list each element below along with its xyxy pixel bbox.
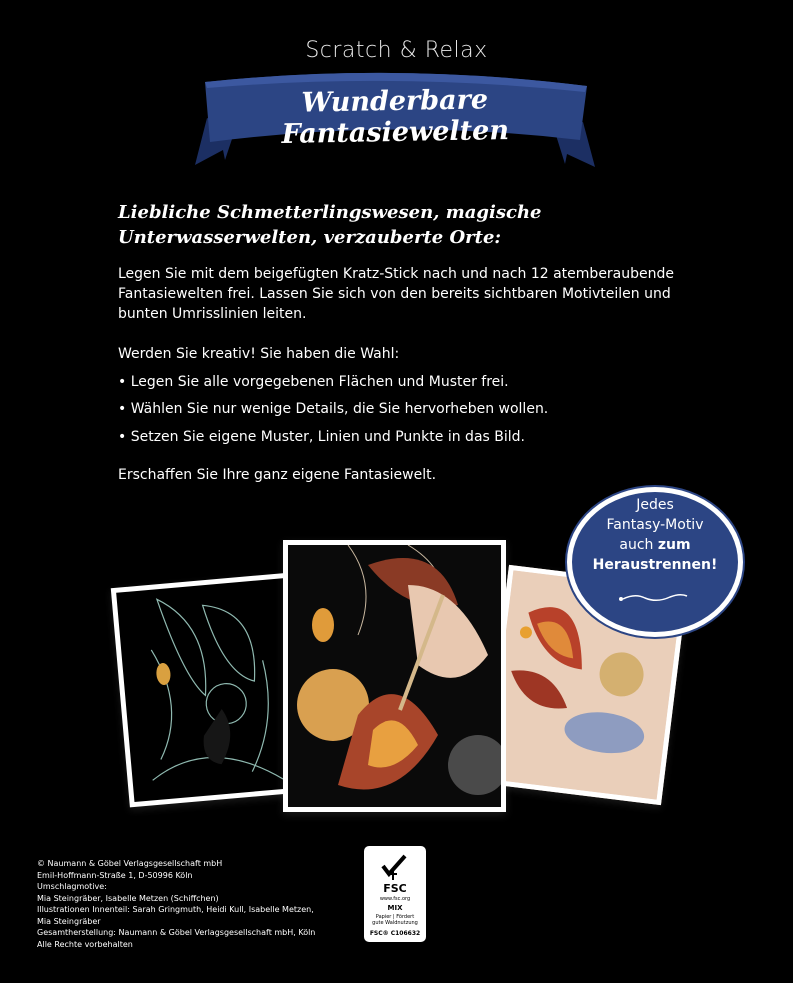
list-item: • Legen Sie alle vorgegebenen Flächen und Muster frei. <box>118 374 509 390</box>
legal-line: Umschlagmotive: <box>37 882 107 891</box>
butterfly-scratch-illustration <box>288 545 501 807</box>
badge-line-part: auch <box>619 537 658 553</box>
series-title: Scratch & Relax <box>305 38 488 63</box>
legal-line: Alle Rechte vorbehalten <box>37 939 133 949</box>
tree-check-icon <box>379 852 411 882</box>
fsc-mix: MIX <box>387 904 403 912</box>
preview-card-outline <box>111 573 309 808</box>
fsc-desc-line: gute Waldnutzung <box>372 920 418 926</box>
list-item: • Setzen Sie eigene Muster, Linien und Punkte in das Bild. <box>118 429 525 445</box>
fairy-outline-illustration <box>116 578 304 802</box>
fsc-label: FSC <box>383 882 407 895</box>
closing-paragraph: Erschaffen Sie Ihre ganz eigene Fantasiewelt. <box>118 467 437 483</box>
legal-notice <box>37 858 337 950</box>
fsc-logo <box>364 846 426 942</box>
legal-line: Mia Steingräber <box>37 916 101 926</box>
badge-line-bold: zum <box>657 537 691 553</box>
fsc-desc-line: Papier | Fördert <box>375 914 415 920</box>
badge-line <box>567 535 743 555</box>
fsc-code: FSC® C106632 <box>369 930 421 937</box>
preview-card-scratching <box>283 540 506 812</box>
list-item: • Wählen Sie nur wenige Details, die Sie hervorheben wollen. <box>118 401 549 417</box>
legal-line: Emil-Hoffmann-Straße 1, D-50996 Köln <box>37 870 193 880</box>
book-title: Wunderbare Fantasiewelten <box>281 84 510 150</box>
badge-text <box>567 495 743 575</box>
squiggle-ornament <box>615 590 695 604</box>
legal-line: © Naumann & Göbel Verlagsgesellschaft mbH <box>37 859 223 868</box>
badge-line <box>567 555 743 575</box>
legal-line: Mia Steingräber, Isabelle Metzen (Schiffchen) <box>37 893 219 903</box>
intro-paragraph: Legen Sie mit dem beigefügten Kratz-Stick nach und nach 12 atemberaubende Fantasiewelten frei. Lassen Sie sich von den bereits sichtbaren Motivteilen und bunten Umrisslinien leiten. <box>118 266 675 322</box>
fsc-url: www.fsc.org <box>379 896 411 902</box>
badge-line-bold: Heraustrennen! <box>592 557 718 573</box>
badge-line: Fantasy-Motiv <box>606 517 704 533</box>
call-to-action: Werden Sie kreativ! Sie haben die Wahl: <box>118 346 400 362</box>
legal-line: Gesamtherstellung: Naumann & Göbel Verlagsgesellschaft mbH, Köln <box>37 928 316 937</box>
badge-line: Jedes <box>636 497 674 513</box>
legal-line: Illustrationen Innenteil: Sarah Gringmuth, Heidi Kull, Isabelle Metzen, <box>37 905 314 914</box>
headline: Liebliche Schmetterlingswesen, magische Unterwasserwelten, verzauberte Orte: <box>118 202 542 248</box>
